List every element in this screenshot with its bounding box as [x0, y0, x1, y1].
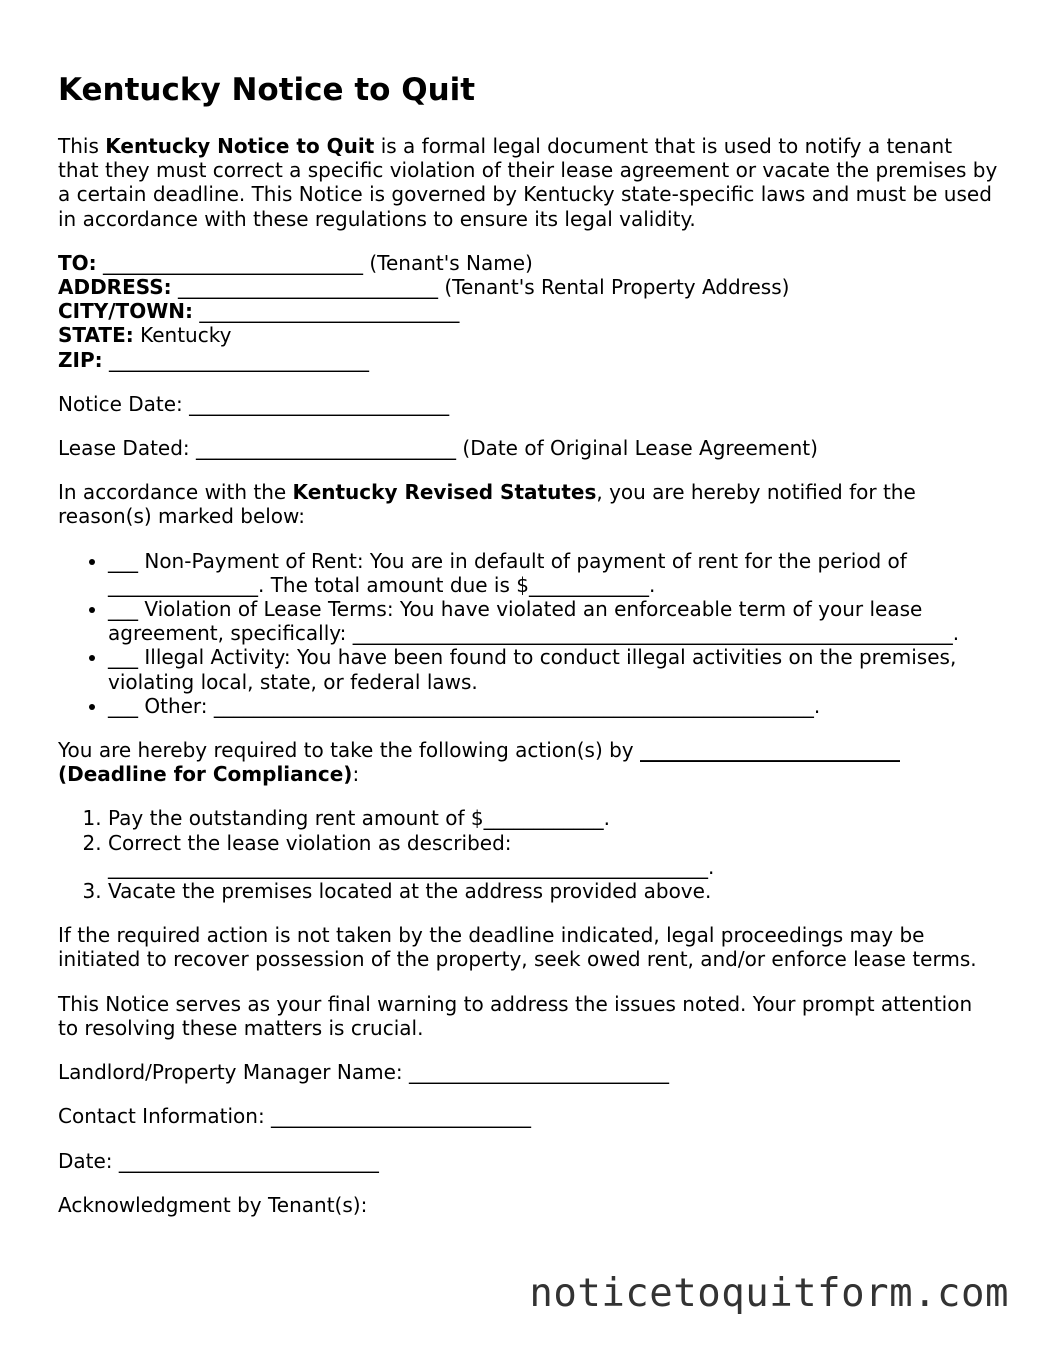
intro-prefix: This [58, 134, 106, 158]
landlord-name-line: Landlord/Property Manager Name: __________________________ [58, 1060, 669, 1085]
to-line [58, 251, 998, 275]
city-label: CITY/TOWN: [58, 299, 193, 324]
accordance-paragraph [58, 480, 998, 528]
action-item-vacate: 3. Vacate the premises located at the address provided above. [108, 879, 998, 903]
action-item-pay: 1. Pay the outstanding rent amount of $____________. [108, 806, 998, 830]
required-suffix: : [352, 762, 360, 787]
date-line: Date: __________________________ [58, 1148, 379, 1173]
state-label: STATE: [58, 323, 134, 348]
acknowledgment-line: Acknowledgment by Tenant(s): [58, 1192, 368, 1217]
document-title: Kentucky Notice to Quit [58, 72, 476, 108]
intro-bold: Kentucky Notice to Quit [105, 134, 375, 158]
intro-paragraph [58, 134, 998, 231]
address-block [58, 251, 998, 372]
zip-label: ZIP: [58, 347, 103, 372]
address-label: ADDRESS: [58, 275, 172, 300]
accordance-bold: Kentucky Revised Statutes [292, 480, 597, 505]
reason-item-other: • ___ Other: ____________________________________________________________. [108, 694, 998, 718]
actions-list [58, 806, 998, 903]
final-warning-paragraph: This Notice serves as your final warning to address the issues noted. Your prompt attention to resolving these matters is crucial. [58, 991, 973, 1040]
reason-item-violation: • ___ Violation of Lease Terms: You have violated an enforceable term of your lease agreement, specifically: ____________________________________________________________. [108, 597, 998, 645]
required-prefix: You are hereby required to take the following action(s) by [58, 738, 640, 763]
lease-dated-line: Lease Dated: __________________________ (Date of Original Lease Agreement) [58, 436, 818, 461]
city-field: __________________________ [193, 299, 460, 324]
to-label: TO: [58, 250, 97, 275]
consequence-paragraph: If the required action is not taken by the deadline indicated, legal proceedings may be initiated to recover possession of the property, seek owed rent, and/or enforce lease terms. [58, 923, 977, 972]
deadline-bold: __________________________ (Deadline for Compliance) [58, 738, 900, 787]
reasons-list [58, 549, 998, 718]
reason-item-nonpayment: • ___ Non-Payment of Rent: You are in default of payment of rent for the period of _______________. The total amount due is $____________. [108, 549, 998, 597]
required-action-paragraph [58, 738, 998, 786]
action-item-correct: 2. Correct the lease violation as described: ____________________________________________________________. [108, 831, 998, 879]
watermark-text: noticetoquitform.com [529, 1271, 1009, 1316]
address-field: __________________________ (Tenant's Rental Property Address) [171, 275, 790, 300]
accordance-prefix: In accordance with the [58, 480, 293, 505]
reason-item-illegal: • ___ Illegal Activity: You have been found to conduct illegal activities on the premises, violating local, state, or federal laws. [108, 645, 998, 693]
zip-line [58, 348, 998, 372]
notice-date-line: Notice Date: __________________________ [58, 391, 450, 416]
zip-field: __________________________ [102, 347, 369, 372]
state-line [58, 323, 998, 347]
contact-info-line: Contact Information: __________________________ [58, 1104, 532, 1129]
intro-rest: is a formal legal document that is used to notify a tenant that they must correct a specific violation of their lease agreement or vacate the premises by a certain deadline. This Notice is governed by Kentucky state-specific laws and must be used in accordance with these regulations to ensure its legal validity. [58, 134, 998, 231]
state-field: Kentucky [133, 323, 232, 348]
address-line [58, 275, 998, 299]
accordance-rest: , you are hereby notified for the reason(s) marked below: [58, 480, 916, 529]
city-line [58, 299, 998, 323]
document-page [58, 70, 998, 1237]
to-field: __________________________ (Tenant's Name) [96, 250, 533, 275]
